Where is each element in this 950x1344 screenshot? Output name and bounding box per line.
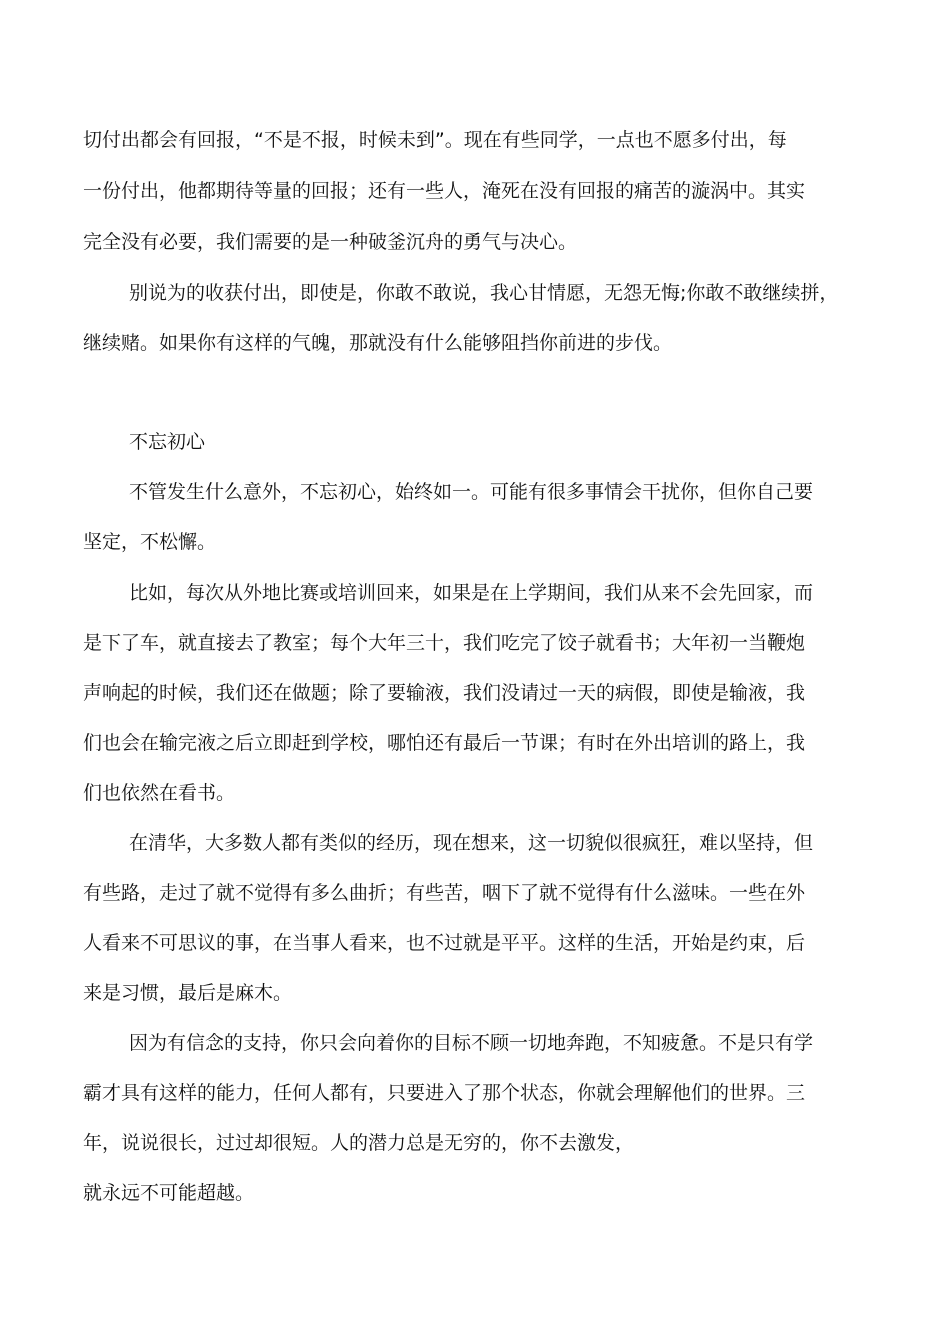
text-line: 完全没有必要，我们需要的是一种破釜沉舟的勇气与决心。 — [83, 231, 578, 253]
text-line: 一份付出，他都期待等量的回报；还有一些人，淹死在没有回报的痛苦的漩涡中。其实 — [83, 180, 806, 202]
text-line: 切付出都会有回报，“不是不报，时候未到”。现在有些同学，一点也不愿多付出，每 — [83, 129, 787, 151]
text-line: 年，说说很长，过过却很短。人的潜力总是无穷的，你不去激发， — [83, 1132, 635, 1154]
text-line: 别说为的收获付出，即使是，你敢不敢说，我心甘情愿，无怨无悔;你敢不敢继续拼， — [129, 282, 839, 304]
text-line: 继续赌。如果你有这样的气魄，那就没有什么能够阻挡你前进的步伐。 — [83, 332, 673, 354]
text-line: 有些路，走过了就不觉得有多么曲折；有些苦，咽下了就不觉得有什么滋味。一些在外 — [83, 882, 806, 904]
text-line: 在清华，大多数人都有类似的经历，现在想来，这一切貌似很疯狂，难以坚持，但 — [129, 832, 814, 854]
section-heading: 不忘初心 — [129, 431, 206, 453]
text-line: 们也会在输完液之后立即赶到学校，哪怕还有最后一节课；有时在外出培训的路上，我 — [83, 732, 806, 754]
text-line: 霸才具有这样的能力，任何人都有，只要进入了那个状态，你就会理解他们的世界。三 — [83, 1082, 806, 1104]
text-line: 们也依然在看书。 — [83, 782, 236, 804]
text-line: 因为有信念的支持，你只会向着你的目标不顾一切地奔跑，不知疲惫。不是只有学 — [129, 1032, 814, 1054]
text-line: 坚定，不松懈。 — [83, 531, 217, 553]
text-line: 就永远不可能超越。 — [83, 1182, 255, 1204]
text-line: 是下了车，就直接去了教室；每个大年三十，我们吃完了饺子就看书；大年初一当鞭炮 — [83, 632, 806, 654]
text-line: 不管发生什么意外，不忘初心，始终如一。可能有很多事情会干扰你，但你自己要 — [129, 481, 814, 503]
text-line: 来是习惯，最后是麻木。 — [83, 982, 293, 1004]
text-line: 比如，每次从外地比赛或培训回来，如果是在上学期间，我们从来不会先回家，而 — [129, 582, 814, 604]
text-line: 人看来不可思议的事，在当事人看来，也不过就是平平。这样的生活，开始是约束，后 — [83, 932, 806, 954]
text-line: 声响起的时候，我们还在做题；除了要输液，我们没请过一天的病假，即使是输液，我 — [83, 682, 806, 704]
